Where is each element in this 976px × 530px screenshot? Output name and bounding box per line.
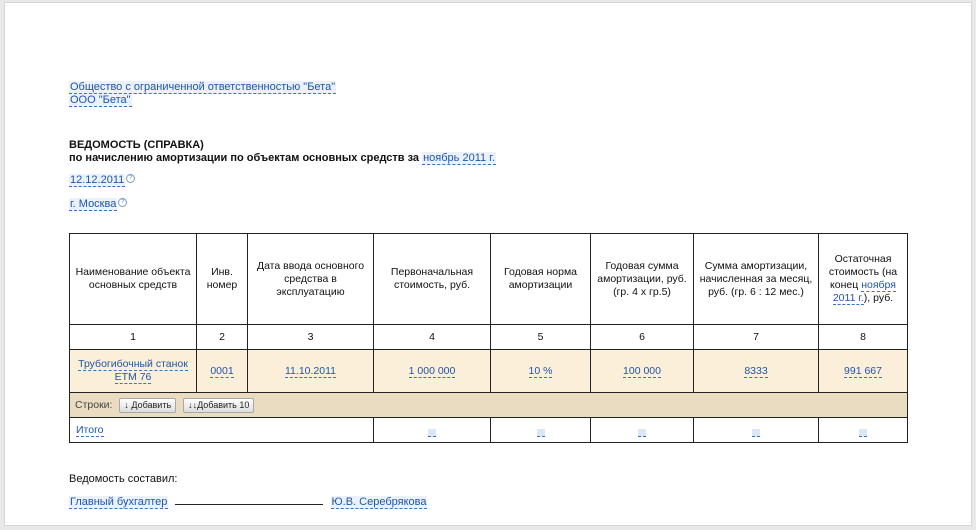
total-field[interactable] <box>859 429 867 437</box>
org-short-name-field[interactable]: ООО "Бета" <box>70 94 131 106</box>
inv-number-field[interactable]: 0001 <box>210 364 234 377</box>
rate-field[interactable]: 10 % <box>528 364 553 377</box>
help-icon[interactable]: ? <box>118 198 127 207</box>
rows-control-cell <box>70 393 908 418</box>
header-initial-cost: Первоначальная стоимость, руб. <box>374 234 491 325</box>
header-residual <box>819 234 908 325</box>
cell-name <box>70 350 197 393</box>
header-date: Дата ввода основного средства в эксплуатацию <box>248 234 374 325</box>
header-residual-before: Остаточная стоимость (на конец <box>828 253 898 291</box>
depreciation-table <box>69 233 908 443</box>
header-rate: Годовая норма амортизации <box>491 234 591 325</box>
cell-residual <box>819 350 908 393</box>
total-field[interactable] <box>752 429 760 437</box>
cell-initial-cost <box>374 350 491 393</box>
org-full-name-row <box>69 81 336 93</box>
doc-date-row <box>69 174 135 186</box>
org-short-name-row <box>69 94 132 106</box>
col-number: 1 <box>70 325 197 350</box>
total-field[interactable] <box>537 429 545 437</box>
cell-date <box>248 350 374 393</box>
header-annual: Годовая сумма амортизации, руб. (гр. 4 х гр.5) <box>591 234 694 325</box>
col-number: 7 <box>694 325 819 350</box>
residual-value-field[interactable]: 991 667 <box>844 364 882 377</box>
col-number: 8 <box>819 325 908 350</box>
doc-title: ВЕДОМОСТЬ (СПРАВКА) <box>69 139 204 151</box>
col-number: 5 <box>491 325 591 350</box>
col-number: 3 <box>248 325 374 350</box>
col-number: 6 <box>591 325 694 350</box>
col-number: 2 <box>197 325 248 350</box>
add-row-button[interactable]: ↓ Добавить <box>119 398 176 413</box>
rows-control-row <box>70 393 908 418</box>
total-label: Итого <box>76 423 104 436</box>
cell-monthly <box>694 350 819 393</box>
cell-annual <box>591 350 694 393</box>
initial-cost-field[interactable]: 1 000 000 <box>408 364 456 377</box>
table-row <box>70 350 908 393</box>
total-field[interactable] <box>638 429 646 437</box>
doc-city-row <box>69 198 127 210</box>
table-header-row <box>70 234 908 325</box>
doc-city-field[interactable]: г. Москва <box>70 198 117 210</box>
total-rate <box>491 418 591 443</box>
rows-label: Строки: <box>75 398 113 411</box>
header-residual-period-link[interactable]: ноября 2011 г. <box>832 279 896 304</box>
header-monthly: Сумма амортизации, начисленная за месяц, руб. (гр. 6 : 12 мес.) <box>694 234 819 325</box>
org-full-name-field[interactable]: Общество с ограниченной ответственностью "Бета" <box>70 81 336 93</box>
position-field[interactable]: Главный бухгалтер <box>70 496 168 508</box>
annual-amount-field[interactable]: 100 000 <box>623 364 661 377</box>
column-numbers-row <box>70 325 908 350</box>
help-icon[interactable]: ? <box>126 174 135 183</box>
period-field[interactable]: ноябрь 2011 г. <box>423 152 495 164</box>
total-annual <box>591 418 694 443</box>
header-residual-after: ), руб. <box>863 292 894 304</box>
signature-row <box>69 495 427 508</box>
header-inv: Инв. номер <box>197 234 248 325</box>
header-name: Наименование объекта основных средств <box>70 234 197 325</box>
total-monthly <box>694 418 819 443</box>
commission-date-field[interactable]: 11.10.2011 <box>285 364 336 377</box>
compiled-by-label: Ведомость составил: <box>69 473 178 485</box>
cell-rate <box>491 350 591 393</box>
cell-inv <box>197 350 248 393</box>
doc-date-field[interactable]: 12.12.2011 <box>70 174 125 186</box>
total-residual <box>819 418 908 443</box>
total-row <box>70 418 908 443</box>
total-initial-cost <box>374 418 491 443</box>
document-page <box>4 2 972 526</box>
signature-line <box>175 495 323 505</box>
col-number: 4 <box>374 325 491 350</box>
asset-name-field[interactable]: Трубогибочный станок ЕТМ 76 <box>78 358 188 383</box>
monthly-amount-field[interactable]: 8333 <box>744 364 768 377</box>
doc-subtitle-row <box>69 152 496 164</box>
total-field[interactable] <box>428 429 436 437</box>
add-10-rows-button[interactable]: ↓↓Добавить 10 <box>183 398 254 413</box>
signer-name-field[interactable]: Ю.В. Серебрякова <box>331 496 427 508</box>
doc-subtitle: по начислению амортизации по объектам основных средств за <box>69 152 420 164</box>
total-label-cell <box>70 418 374 443</box>
